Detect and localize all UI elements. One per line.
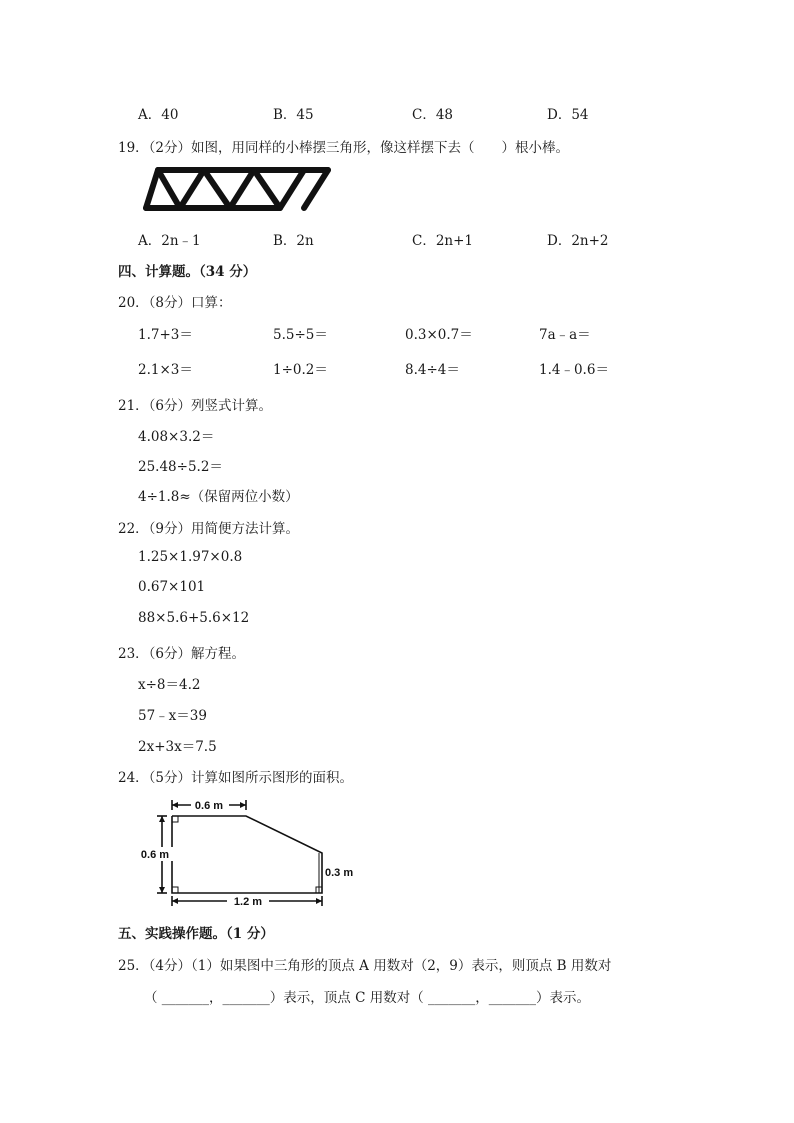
q18-option-a: A．40 bbox=[138, 107, 179, 123]
q21-stem: 21．（6分）列竖式计算。 bbox=[118, 398, 273, 414]
q18-option-b: B．45 bbox=[273, 107, 314, 123]
q19-stem: 19．（2分）如图，用同样的小棒摆三角形，像这样摆下去（ ）根小棒。 bbox=[118, 140, 570, 156]
q20-item: 0.3×0.7＝ bbox=[405, 327, 473, 343]
q21-item: 4÷1.8≈（保留两位小数） bbox=[138, 489, 299, 505]
q21-item: 25.48÷5.2＝ bbox=[138, 459, 223, 475]
q22-stem: 22．（9分）用简便方法计算。 bbox=[118, 521, 300, 537]
stick-triangle-2 bbox=[158, 170, 204, 208]
q24-stem: 24．（5分）计算如图所示图形的面积。 bbox=[118, 770, 354, 786]
q19-option-b: B．2n bbox=[273, 233, 314, 249]
q20-item: 7a﹣a＝ bbox=[539, 327, 591, 343]
stick-triangle-1 bbox=[146, 170, 180, 208]
right-angle-mark bbox=[172, 816, 178, 822]
stick-triangle-3 bbox=[180, 170, 230, 208]
section-4-title: 四、计算题。（34 分） bbox=[118, 264, 257, 280]
q18-option-c: C．48 bbox=[412, 107, 454, 123]
q20-stem: 20．（8分）口算： bbox=[118, 295, 232, 311]
q23-stem: 23．（6分）解方程。 bbox=[118, 646, 246, 662]
right-angle-mark bbox=[172, 887, 178, 893]
q19-option-d: D．2n+2 bbox=[547, 233, 609, 249]
q25-line-1: 25．（4分）（1）如果图中三角形的顶点 A 用数对（2，9）表示，则顶点 B 用数对 bbox=[118, 958, 612, 974]
section-5-title: 五、实践操作题。（1 分） bbox=[118, 926, 274, 942]
q22-item: 0.67×101 bbox=[138, 579, 206, 595]
label-right: 0.3 m bbox=[325, 867, 354, 879]
q23-item: 2x+3x＝7.5 bbox=[138, 739, 217, 755]
q20-item: 2.1×3＝ bbox=[138, 362, 193, 378]
q20-item: 1÷0.2＝ bbox=[273, 362, 328, 378]
q20-item: 1.4﹣0.6＝ bbox=[539, 362, 609, 378]
q25-line-2: （ _______，_______）表示，顶点 C 用数对（ _______，_______）表示。 bbox=[144, 990, 590, 1006]
trapezoid-outline bbox=[172, 816, 322, 893]
q20-item: 5.5÷5＝ bbox=[273, 327, 328, 343]
q19-option-a: A．2n﹣1 bbox=[138, 233, 201, 249]
label-top: 0.6 m bbox=[194, 800, 224, 812]
q19-stick-triangles-figure bbox=[138, 164, 338, 216]
label-bottom: 1.2 m bbox=[233, 896, 263, 906]
stick-triangle-5 bbox=[230, 170, 280, 208]
stick-triangle-7 bbox=[304, 170, 328, 208]
q23-item: 57﹣x＝39 bbox=[138, 708, 207, 724]
q22-item: 1.25×1.97×0.8 bbox=[138, 549, 243, 565]
q18-option-d: D．54 bbox=[547, 107, 589, 123]
label-left: 0.6 m bbox=[140, 849, 170, 861]
q24-trapezoid-figure bbox=[138, 796, 368, 906]
q23-item: x÷8＝4.2 bbox=[138, 677, 201, 693]
q20-item: 1.7+3＝ bbox=[138, 327, 193, 343]
q21-item: 4.08×3.2＝ bbox=[138, 429, 215, 445]
q20-item: 8.4÷4＝ bbox=[405, 362, 460, 378]
q19-option-c: C．2n+1 bbox=[412, 233, 474, 249]
q22-item: 88×5.6+5.6×12 bbox=[138, 610, 250, 626]
